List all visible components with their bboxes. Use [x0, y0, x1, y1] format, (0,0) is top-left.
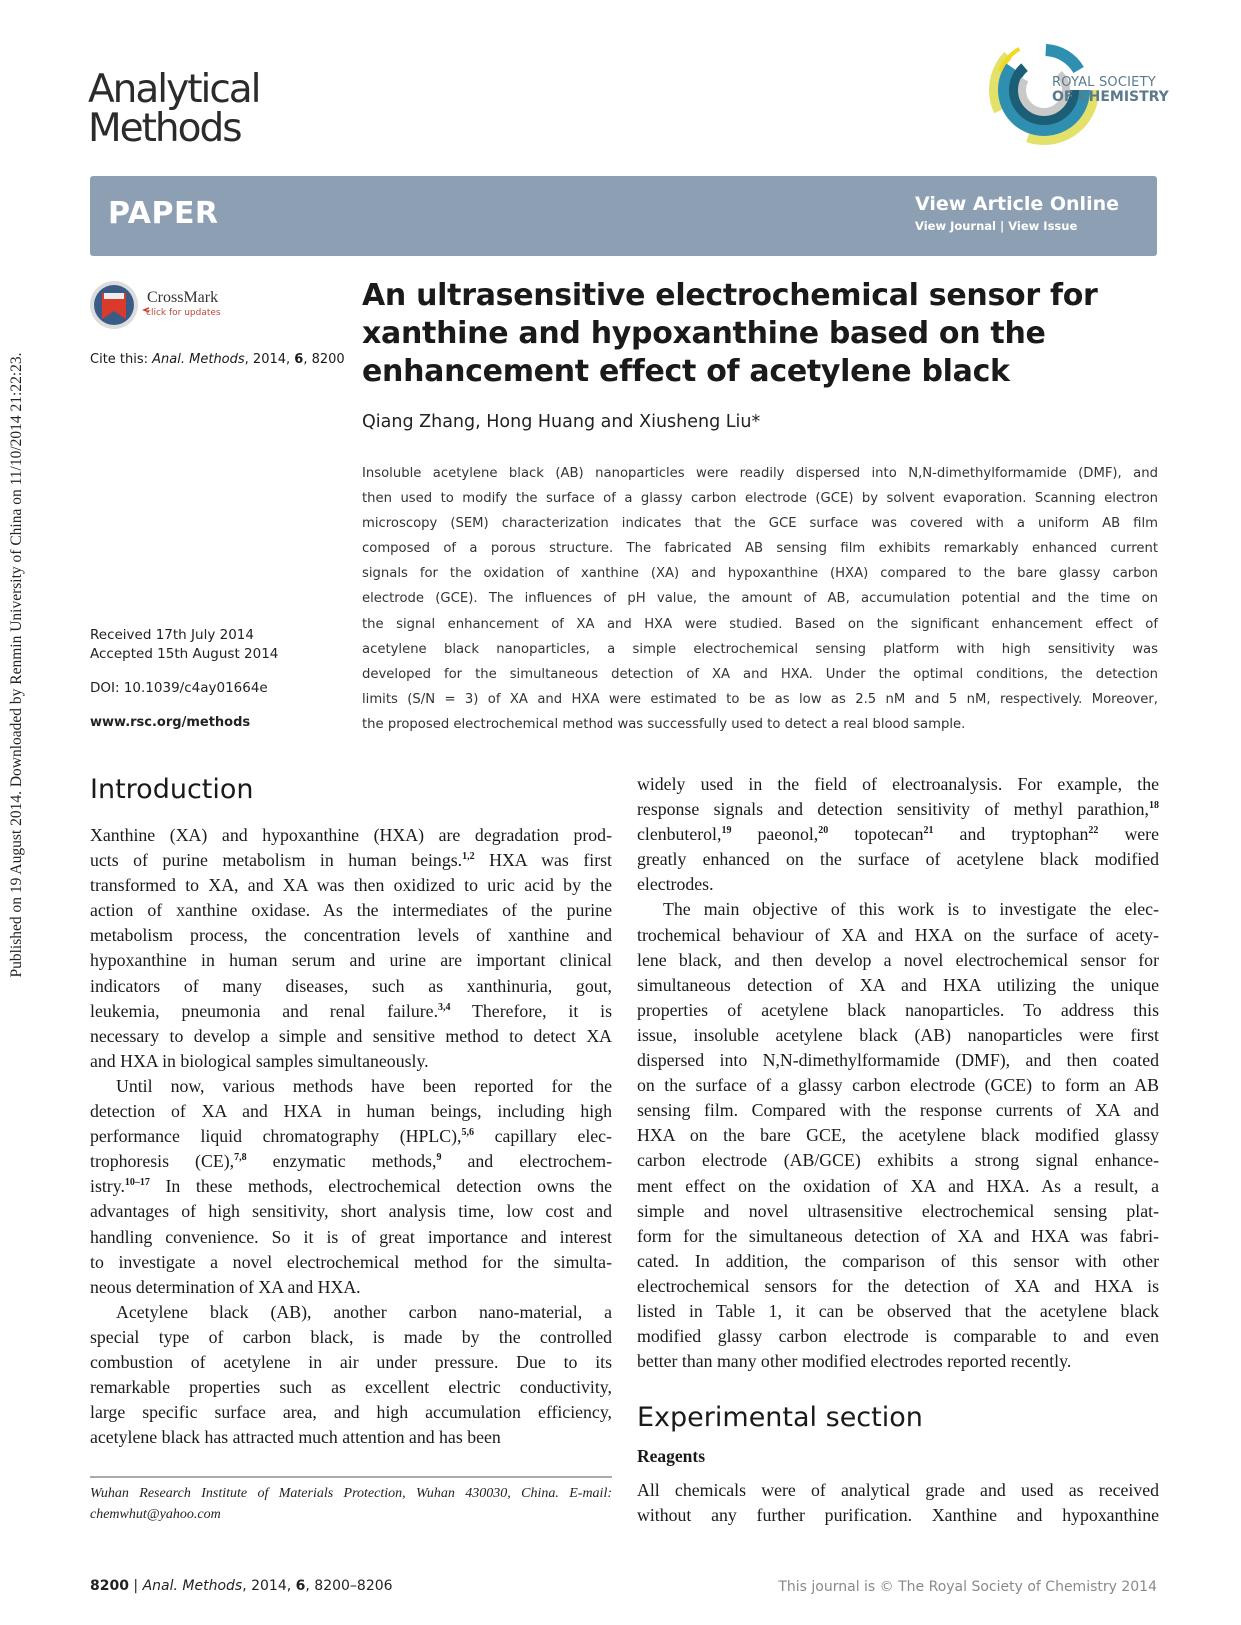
rsc-logo-line2: OF CHEMISTRY — [1052, 89, 1169, 105]
citation-ref[interactable]: 3,4 — [438, 1001, 451, 1013]
text-line: indicators of many diseases, such as xanthinuria, gout, — [90, 975, 612, 996]
text-line: issue, insoluble acetylene black (AB) nanoparticles were first — [637, 1024, 1159, 1045]
text-line: leukemia, pneumonia and renal failure.$^{3,4}$ Therefore, it is — [90, 1000, 612, 1021]
citation-ref[interactable]: 20 — [818, 825, 829, 837]
article-links — [915, 193, 1119, 233]
text-line: widely used in the field of electroanalysis. For example, the — [637, 774, 1159, 794]
text-line: remarkable properties such as excellent electric conductivity, — [90, 1377, 612, 1398]
cite-journal: Anal. Methods — [152, 352, 245, 367]
article-metadata — [90, 626, 278, 732]
cite-prefix: Cite this: — [90, 352, 153, 367]
text-line: metabolism process, the concentration levels of xanthine and — [90, 925, 612, 946]
text-line: without any further purification. Xanthine and hypoxanthine — [637, 1505, 1159, 1526]
text-line: detection of XA and HXA in human beings, including high — [90, 1101, 612, 1122]
download-notice — [0, 0, 30, 1625]
text-line: special type of carbon black, is made by the controlled — [90, 1326, 612, 1347]
view-issue-link[interactable]: View Issue — [1008, 219, 1078, 233]
text-line: necessary to develop a simple and sensitive method to detect XA — [90, 1025, 612, 1046]
text-line: All chemicals were of analytical grade and used as received — [637, 1480, 1159, 1500]
footnote-line: chemwhut@yahoo.com — [90, 1506, 221, 1522]
text-line: sensing film. Compared with the response currents of XA and — [637, 1100, 1159, 1121]
citation-ref[interactable]: 5,6 — [461, 1127, 474, 1139]
footnote-line: Wuhan Research Institute of Materials Protection, Wuhan 430030, China. E-mail: — [90, 1486, 612, 1501]
text-line: Until now, various methods have been reported for the — [116, 1075, 612, 1096]
link-separator: | — [996, 219, 1009, 233]
text-line: transformed to XA, and XA was then oxidized to uric acid by the — [90, 875, 612, 896]
text-line: greatly enhanced on the surface of acetylene black modified — [637, 849, 1159, 870]
abstract-line: limits (S/N = 3) of XA and HXA were estimated to be as low as 2.5 nM and 5 nM, respectively. Moreover, — [362, 691, 1158, 707]
reagents-heading: Reagents — [637, 1446, 706, 1466]
text-line: and HXA in biological samples simultaneously. — [90, 1050, 429, 1071]
introduction-heading: Introduction — [90, 774, 254, 805]
text-line: carbon electrode (AB/GCE) exhibits a strong signal enhance- — [637, 1150, 1159, 1171]
text-line: response signals and detection sensitivity of methyl parathion,$^{18}$ — [637, 799, 1159, 820]
footer-volume: 6 — [295, 1578, 306, 1594]
reagents-text — [637, 1478, 1159, 1528]
article-type-banner — [90, 176, 1157, 256]
abstract-line: microscopy (SEM) characterization indicates that the GCE surface was covered with a uniform AB film — [362, 516, 1158, 532]
text-line: electrochemical sensors for the detection of XA and HXA is — [637, 1275, 1159, 1296]
page-footer-left — [90, 1578, 393, 1594]
download-notice-text: Published on 19 August 2014. Downloaded by Renmin University of China on 11/10/2014 21:22:23. — [8, 352, 25, 978]
text-line: HXA on the bare GCE, the acetylene black modified glassy — [637, 1125, 1159, 1146]
text-line: clenbuterol,$^{19}$ paeonol,$^{20}$ topotecan$^{21}$ and tryptophan$^{22}$ were — [637, 824, 1159, 845]
copyright-notice: This journal is © The Royal Society of Chemistry 2014 — [778, 1579, 1157, 1595]
received-date: Received 17th July 2014 — [90, 627, 254, 643]
abstract-line: the proposed electrochemical method was successfully used to detect a real blood sample. — [362, 716, 966, 732]
crossmark-label[interactable]: CrossMark — [147, 289, 219, 306]
text-line: neous determination of XA and HXA. — [90, 1276, 361, 1297]
journal-title — [88, 67, 260, 151]
text-line: action of xanthine oxidase. As the intermediates of the purine — [90, 900, 612, 921]
footer-year: , 2014, — [242, 1578, 296, 1594]
text-line: dispersed into N,N-dimethylformamide (DMF), and then coated — [637, 1050, 1159, 1071]
abstract — [362, 461, 1158, 737]
text-line: electrodes. — [637, 874, 714, 895]
text-line: performance liquid chromatography (HPLC),$^{5,6}$ capillary elec- — [90, 1126, 612, 1147]
citation-ref[interactable]: 10–17 — [124, 1177, 150, 1189]
cite-year: , 2014, — [244, 352, 295, 367]
text-line: ment effect on the oxidation of XA and HXA. As a result, a — [637, 1175, 1159, 1196]
citation-ref[interactable]: 18 — [1149, 800, 1159, 812]
page-number: 8200 — [90, 1578, 129, 1594]
text-line: listed in Table 1, it can be observed that the acetylene black — [637, 1300, 1159, 1321]
text-line: to investigate a novel electrochemical method for the simulta- — [90, 1251, 612, 1272]
journal-title-line1: Analytical — [88, 67, 260, 112]
text-line: better than many other modified electrodes reported recently. — [637, 1351, 1072, 1372]
text-line: combustion of acetylene in air under pressure. Due to its — [90, 1351, 612, 1372]
abstract-line: the signal enhancement of XA and HXA were studied. Based on the significant enhancement effect of — [362, 616, 1158, 632]
journal-url[interactable]: www.rsc.org/methods — [90, 715, 251, 730]
text-line: simple and novel ultrasensitive electrochemical sensing plat- — [637, 1200, 1159, 1221]
text-line: advantages of high sensitivity, short analysis time, low cost and — [90, 1201, 612, 1222]
footer-journal: Anal. Methods — [142, 1578, 243, 1594]
abstract-line: acetylene black nanoparticles, a simple electrochemical sensing platform with high sensitivity was — [362, 641, 1158, 657]
text-line: handling convenience. So it is of great importance and interest — [90, 1226, 612, 1247]
authors: Qiang Zhang, Hong Huang and Xiusheng Liu* — [362, 412, 761, 432]
crossmark-sublabel[interactable]: click for updates — [146, 308, 221, 318]
text-line: properties of acetylene black nanoparticles. To address this — [637, 999, 1159, 1020]
abstract-line: developed for the simultaneous detection of XA and HXA. Under the optimal conditions, the detection — [362, 666, 1158, 682]
text-line: form for the simultaneous detection of XA and HXA was fabri- — [637, 1225, 1159, 1246]
right-column-text — [637, 772, 1159, 1374]
text-line: large specific surface area, and high accumulation efficiency, — [90, 1402, 612, 1423]
citation-ref[interactable]: 7,8 — [234, 1152, 247, 1164]
rsc-logo-line1: ROYAL SOCIETY — [1052, 75, 1156, 90]
cite-volume: 6 — [294, 352, 304, 367]
accepted-date: Accepted 15th August 2014 — [90, 646, 279, 662]
text-line: istry.$^{10-17}$ In these methods, electrochemical detection owns the — [90, 1176, 612, 1197]
citation-ref[interactable]: 21 — [923, 825, 934, 837]
abstract-line: composed of a porous structure. The fabricated AB sensing film exhibits remarkably enhanced current — [362, 541, 1158, 557]
left-column-text — [90, 823, 612, 1450]
text-line: acetylene black has attracted much attention and has been — [90, 1427, 501, 1448]
doi[interactable]: DOI: 10.1039/c4ay01664e — [90, 680, 268, 696]
footer-pages: , 8200–8206 — [305, 1578, 393, 1594]
text-line: simultaneous detection of XA and HXA utilizing the unique — [637, 974, 1159, 995]
affiliation-footnote — [90, 1484, 612, 1525]
title-line: xanthine and hypoxanthine based on the — [362, 316, 1046, 351]
title-line: An ultrasensitive electrochemical sensor for — [362, 278, 1098, 313]
text-line: cated. In addition, the comparison of this sensor with other — [637, 1250, 1159, 1271]
citation-ref[interactable]: 22 — [1088, 825, 1099, 837]
journal-title-line2: Methods — [88, 106, 241, 151]
text-line: ucts of purine metabolism in human beings.$^{1,2}$ HXA was first — [90, 850, 612, 871]
abstract-line: signals for the oxidation of xanthine (XA) and hypoxanthine (HXA) compared to the bare glassy carbon — [362, 566, 1158, 582]
text-line: lene black, and then develop a novel electrochemical sensor for — [637, 949, 1159, 970]
abstract-line: then used to modify the surface of a glassy carbon electrode (GCE) by solvent evaporation. Scanning electron — [362, 491, 1158, 507]
title-line: enhancement effect of acetylene black — [362, 354, 1010, 389]
text-line: Xanthine (XA) and hypoxanthine (HXA) are degradation prod- — [90, 825, 612, 845]
view-article-online-link[interactable]: View Article Online — [915, 193, 1119, 215]
cite-page: , 8200 — [303, 352, 345, 367]
paper-title — [362, 277, 1162, 391]
text-line: trochemical behaviour of XA and HXA on the surface of acety- — [637, 924, 1159, 945]
rsc-logo-text — [1052, 75, 1169, 105]
view-journal-link[interactable]: View Journal — [915, 219, 996, 233]
view-links-row — [915, 219, 1119, 233]
text-line: modified glassy carbon electrode is comparable to and even — [637, 1326, 1159, 1347]
footnote-divider — [90, 1476, 612, 1478]
abstract-line: electrode (GCE). The influences of pH value, the amount of AB, accumulation potential and the time on — [362, 591, 1158, 607]
experimental-heading: Experimental section — [637, 1402, 923, 1433]
text-line: The main objective of this work is to investigate the elec- — [663, 899, 1159, 920]
citation — [90, 352, 345, 367]
article-type-label: PAPER — [108, 196, 219, 231]
text-line: on the surface of a glassy carbon electrode (GCE) to form an AB — [637, 1075, 1159, 1096]
footer-sep: | — [128, 1578, 143, 1594]
citation-ref[interactable]: 1,2 — [462, 851, 475, 863]
abstract-line: Insoluble acetylene black (AB) nanoparticles were readily dispersed into N,N-dimethylformamide (DMF), and — [362, 466, 1158, 481]
text-line: trophoresis (CE),$^{7,8}$ enzymatic methods,$^9$ and electrochem- — [90, 1151, 612, 1172]
text-line: hypoxanthine in human serum and urine are important clinical — [90, 950, 612, 971]
citation-ref[interactable]: 19 — [721, 825, 732, 837]
citation-ref[interactable]: 9 — [436, 1152, 442, 1164]
text-line: Acetylene black (AB), another carbon nano-material, a — [116, 1301, 612, 1322]
